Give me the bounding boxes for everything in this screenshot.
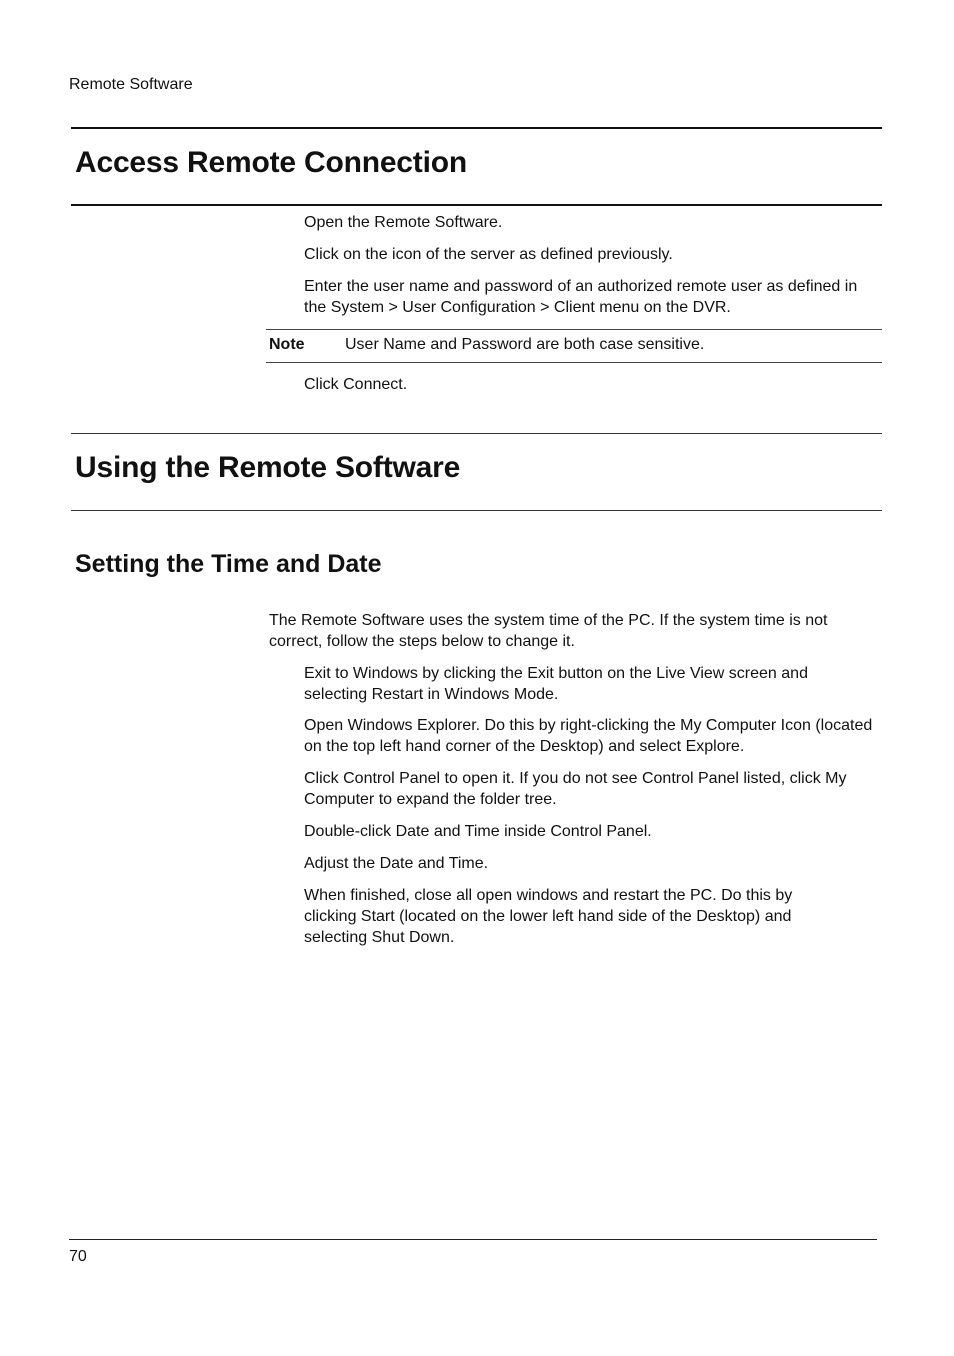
subsection-title-time-date: Setting the Time and Date — [75, 550, 382, 578]
note-bottom-rule — [266, 362, 882, 363]
access-step-1: Open the Remote Software. — [304, 214, 503, 231]
section-bottom-rule — [71, 204, 882, 206]
note-label: Note — [269, 336, 305, 353]
time-date-step-6: When finished, close all open windows and restart the PC. Do this by clicking Start (located on the lower left hand side of the Desktop) and selecting Shut Down. — [304, 887, 793, 946]
time-date-step-4: Double-click Date and Time inside Control Panel. — [304, 823, 652, 840]
note-top-rule — [266, 329, 882, 330]
section-top-rule — [71, 433, 882, 434]
running-header: Remote Software — [69, 76, 193, 93]
access-step-3: Enter the user name and password of an authorized remote user as defined in the System > User Configuration > Client menu on the DVR. — [304, 278, 858, 316]
section-top-rule — [71, 127, 882, 129]
page-number: 70 — [69, 1248, 87, 1265]
time-date-step-1: Exit to Windows by clicking the Exit button on the Live View screen and selecting Restart in Windows Mode. — [304, 665, 808, 703]
time-date-step-2: Open Windows Explorer. Do this by right-clicking the My Computer Icon (located on the top left hand corner of the Desktop) and select Explore. — [304, 717, 873, 755]
time-date-step-3: Click Control Panel to open it. If you do not see Control Panel listed, click My Computer to expand the folder tree. — [304, 770, 847, 808]
note-text: User Name and Password are both case sensitive. — [345, 336, 705, 353]
access-step-4: Click Connect. — [304, 376, 408, 393]
section-title-access-remote-connection: Access Remote Connection — [75, 146, 467, 179]
section-title-using-remote-software: Using the Remote Software — [75, 451, 461, 484]
time-date-step-5: Adjust the Date and Time. — [304, 855, 489, 872]
footer-rule — [69, 1239, 877, 1240]
time-date-intro: The Remote Software uses the system time of the PC. If the system time is not correct, follow the steps below to change it. — [269, 612, 828, 650]
access-step-2: Click on the icon of the server as defined previously. — [304, 246, 673, 263]
section-bottom-rule — [71, 510, 882, 511]
